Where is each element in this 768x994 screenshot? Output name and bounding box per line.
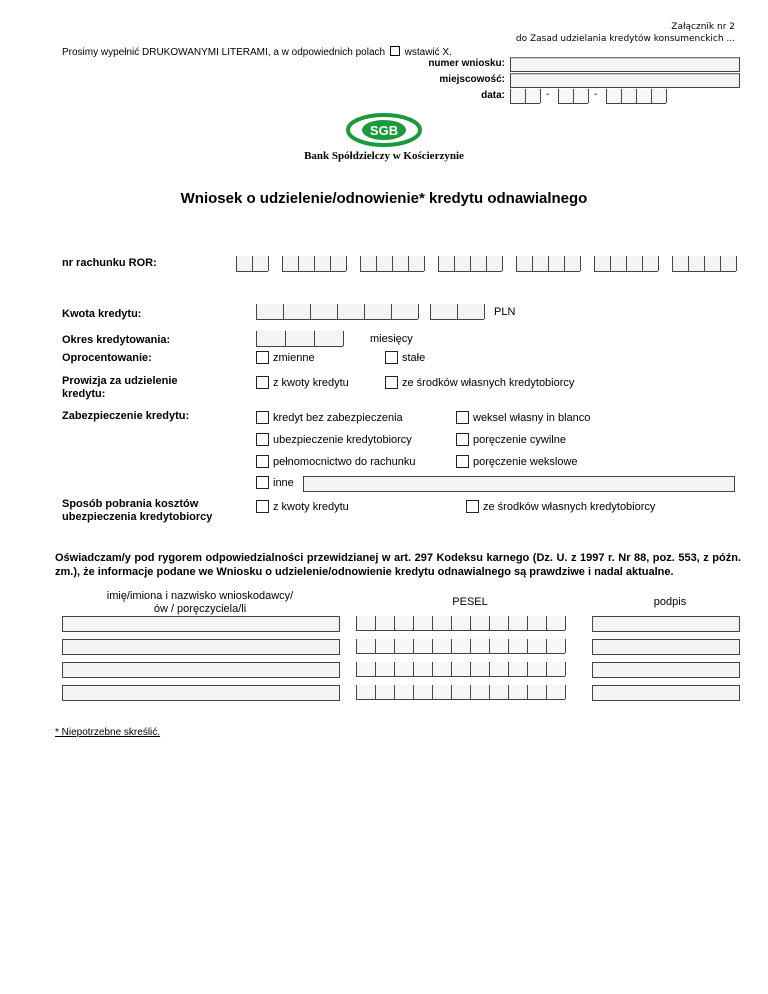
pesel-field[interactable] [356, 639, 565, 654]
ror-group-5[interactable] [516, 256, 580, 272]
insurance-own-funds-checkbox[interactable] [466, 500, 479, 513]
instruction-text [62, 46, 452, 58]
name-field[interactable] [62, 662, 340, 678]
ror-group-4[interactable] [438, 256, 502, 272]
period-field[interactable] [256, 331, 343, 347]
period-label: Okres kredytowania: [62, 334, 171, 346]
commission-own-funds-checkbox[interactable] [385, 376, 398, 389]
collateral-other-checkbox[interactable] [256, 476, 269, 489]
collateral-blank-bill-label: weksel własny in blanco [473, 412, 591, 424]
date-month-field[interactable] [558, 89, 588, 104]
date-year-field[interactable] [606, 89, 666, 104]
sgb-logo [344, 110, 424, 152]
signature-field[interactable] [592, 616, 740, 632]
declaration-text: Oświadczam/y pod rygorem odpowiedzialności przewidzianej w art. 297 Kodeksu karnego (Dz. U. z 1997 r. Nr 88, poz. 553, z późn. zm.), że informacje podane we Wniosku o udzielenie/odnowienie kredytu odnawialnego są prawdziwe i nadal aktualne. [55, 552, 741, 578]
form-title: Wniosek o udzielenie/odnowienie* kredytu odnawialnego [180, 190, 588, 207]
collateral-insurance-checkbox[interactable] [256, 433, 269, 446]
currency-label: PLN [494, 306, 516, 318]
name-field[interactable] [62, 639, 340, 655]
ror-label: nr rachunku ROR: [62, 257, 157, 269]
name-field[interactable] [62, 616, 340, 632]
collateral-other-label: inne [273, 477, 294, 489]
signature-field[interactable] [592, 662, 740, 678]
insurance-from-loan-checkbox[interactable] [256, 500, 269, 513]
insurance-from-loan-label: z kwoty kredytu [273, 501, 349, 513]
pesel-field[interactable] [356, 616, 565, 631]
interest-variable-checkbox[interactable] [256, 351, 269, 364]
date-label: data: [481, 90, 505, 101]
collateral-label: Zabezpieczenie kredytu: [62, 410, 190, 422]
collateral-civil-guarantee-label: poręczenie cywilne [473, 434, 566, 446]
collateral-civil-guarantee-checkbox[interactable] [456, 433, 469, 446]
collateral-poa-label: pełnomocnictwo do rachunku [273, 456, 416, 468]
interest-variable-label: zmienne [273, 352, 315, 364]
date-day-field[interactable] [510, 89, 540, 104]
attachment-line-2: do Zasad udzielania kredytów konsumenckich ... [515, 34, 735, 44]
ror-group-3[interactable] [360, 256, 424, 272]
collateral-blank-bill-checkbox[interactable] [456, 411, 469, 424]
instruction-post: wstawić X. [404, 47, 452, 58]
bank-name: Bank Spółdzielczy w Kościerzynie [304, 150, 464, 162]
period-unit: miesięcy [370, 333, 413, 345]
application-number-field[interactable] [510, 57, 740, 72]
ror-group-2[interactable] [282, 256, 346, 272]
name-field[interactable] [62, 685, 340, 701]
col-header-pesel: PESEL [452, 596, 488, 608]
collateral-insurance-label: ubezpieczenie kredytobiorcy [273, 434, 412, 446]
instruction-pre: Prosimy wypełnić DRUKOWANYMI LITERAMI, a w odpowiednich polach [62, 47, 386, 58]
commission-from-loan-checkbox[interactable] [256, 376, 269, 389]
pesel-field[interactable] [356, 662, 565, 677]
attachment-line-1: Załącznik nr 2 [671, 22, 735, 32]
signature-field[interactable] [592, 685, 740, 701]
city-label: miejscowość: [439, 74, 505, 85]
interest-fixed-checkbox[interactable] [385, 351, 398, 364]
commission-label: Prowizja za udzielenie kredytu: [62, 375, 178, 400]
logo-text: SGB [369, 123, 399, 138]
footnote: * Niepotrzebne skreślić. [55, 727, 161, 738]
application-number-label: numer wniosku: [428, 58, 505, 69]
signature-field[interactable] [592, 639, 740, 655]
commission-own-funds-label: ze środków własnych kredytobiorcy [402, 377, 575, 389]
ror-group-6[interactable] [594, 256, 658, 272]
commission-from-loan-label: z kwoty kredytu [273, 377, 349, 389]
city-field[interactable] [510, 73, 740, 88]
collateral-bill-guarantee-checkbox[interactable] [456, 455, 469, 468]
collateral-bill-guarantee-label: poręczenie wekslowe [473, 456, 578, 468]
insurance-own-funds-label: ze środków własnych kredytobiorcy [483, 501, 656, 513]
amount-label: Kwota kredytu: [62, 308, 142, 320]
date-separator: - [594, 89, 598, 100]
interest-fixed-label: stałe [402, 352, 426, 364]
col-header-signature: podpis [653, 596, 687, 608]
collateral-poa-checkbox[interactable] [256, 455, 269, 468]
pesel-field[interactable] [356, 685, 565, 700]
checkbox-sample-icon [390, 46, 400, 56]
date-separator: - [546, 89, 550, 100]
interest-label: Oprocentowanie: [62, 352, 152, 364]
col-header-name: imię/imiona i nazwisko wnioskodawcy/ów / poręczyciela/li [106, 590, 294, 615]
collateral-none-checkbox[interactable] [256, 411, 269, 424]
insurance-cost-label: Sposób pobrania kosztów ubezpieczenia kredytobiorcy [62, 498, 213, 523]
collateral-none-label: kredyt bez zabezpieczenia [273, 412, 403, 424]
ror-group-7[interactable] [672, 256, 736, 272]
ror-group-1[interactable] [236, 256, 268, 272]
collateral-other-field[interactable] [303, 476, 735, 492]
amount-field[interactable] [256, 304, 418, 320]
amount-decimals-field[interactable] [430, 304, 484, 320]
